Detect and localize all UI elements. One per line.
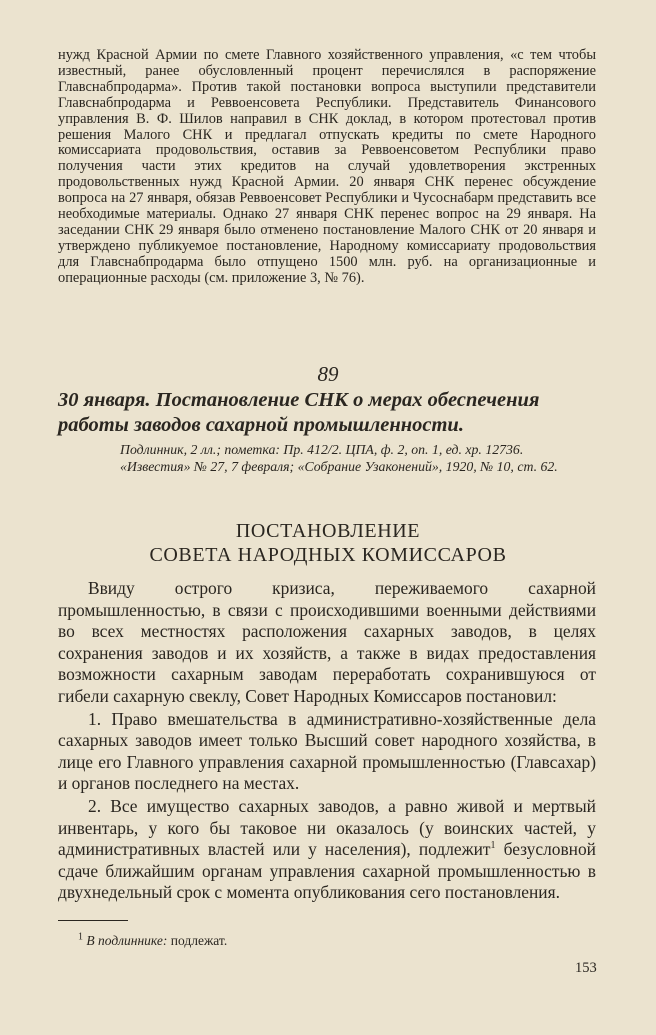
footnote-label: В подлиннике: [86, 933, 168, 948]
page-number: 153 [575, 960, 597, 976]
preamble-paragraph: Ввиду острого кризиса, переживаемого сахарной промышленностью, в связи с происходившими военными действиями во всех местностях расположения сахарных заводов, в целях сохранения заводов и их хозяйств, а также в видах предоставления возможности сахарным заводам переработать сохранившуюся от гибели сахарную свеклу, Совет Народных Комиссаров постановил: [58, 578, 596, 706]
item-1-paragraph: 1. Право вмешательства в административно-хозяйственные дела сахарных заводов имеет только Высший совет народного хозяйства, в лице его Главного управления сахарной промышленностью (Главсахар) и органов последнего на местах. [58, 708, 596, 794]
intro-paragraph [58, 48, 596, 287]
item-2-paragraph [58, 796, 596, 904]
footnote-text: подлежат. [170, 933, 228, 948]
heading-line-1: ПОСТАНОВЛЕНИЕ [235, 520, 421, 542]
source-archive: Подлинник, 2 лл.; пометка: Пр. 412/2. ЦПА, ф. 2, оп. 1, ед. хр. 12736. [120, 442, 524, 457]
document-title [58, 388, 596, 438]
footnote-reference: 1 [490, 840, 496, 852]
heading-line-2: СОВЕТА НАРОДНЫХ КОМИССАРОВ [149, 544, 507, 566]
item-2-text-part-1: 2. Все имущество сахарных заводов, а равно живой и мертвый инвентарь, у кого бы таковое ни оказалось (у воинских частей, у административных властей или у населения), подлежит [58, 795, 596, 860]
item-2-text-part-2: безусловной сдаче ближайшим органам управления сахарной промышленностью в двухнедельный срок с момента опубликования сего постановления. [58, 839, 596, 903]
footnote-divider [58, 920, 128, 921]
resolution-heading [0, 519, 656, 567]
document-number: 89 [317, 362, 339, 386]
footnote-mark: 1 [78, 931, 83, 943]
source-note [120, 442, 596, 475]
source-publication: «Известия» № 27, 7 февраля; «Собрание Узаконений», 1920, № 10, ст. 62. [120, 458, 558, 474]
document-title-line-2: работы заводов сахарной промышленности. [58, 414, 464, 436]
document-title-line-1: 30 января. Постановление СНК о мерах обеспечения [58, 389, 540, 411]
resolution-body [58, 578, 596, 905]
footnote [78, 933, 227, 949]
intro-text: нужд Красной Армии по смете Главного хозяйственного управления, «с тем чтобы известный, ранее обусловленный процент перечислялся в распоряжение Главснабпродарма». Против такой постановки вопроса выступили представители Главснабпродарма и Реввоенсовета Республики. Представитель Финансового управления В. Ф. Шилов направил в СНК доклад, в котором протестовал против решения Малого СНК и предлагал отпускать кредиты по смете Народного комиссариата продовольствия, оставив за Реввоенсоветом Республики право получения части этих кредитов на случай удовлетворения экстренных продовольственных нужд Красной Армии. 20 января СНК перенес обсуждение вопроса на 27 января, обязав Реввоенсовет Республики и Чусоснабарм представить все необходимые материалы. Однако 27 января СНК перенес вопрос на 29 января. На заседании СНК 29 января было отменено постановление Малого СНК от 20 января и утверждено публикуемое постановление, Народному комиссариату продовольствия для Главснабпродарма было отпущено 1500 млн. руб. на организационные и операционные расходы (см. приложение 3, № 76). [58, 47, 596, 286]
